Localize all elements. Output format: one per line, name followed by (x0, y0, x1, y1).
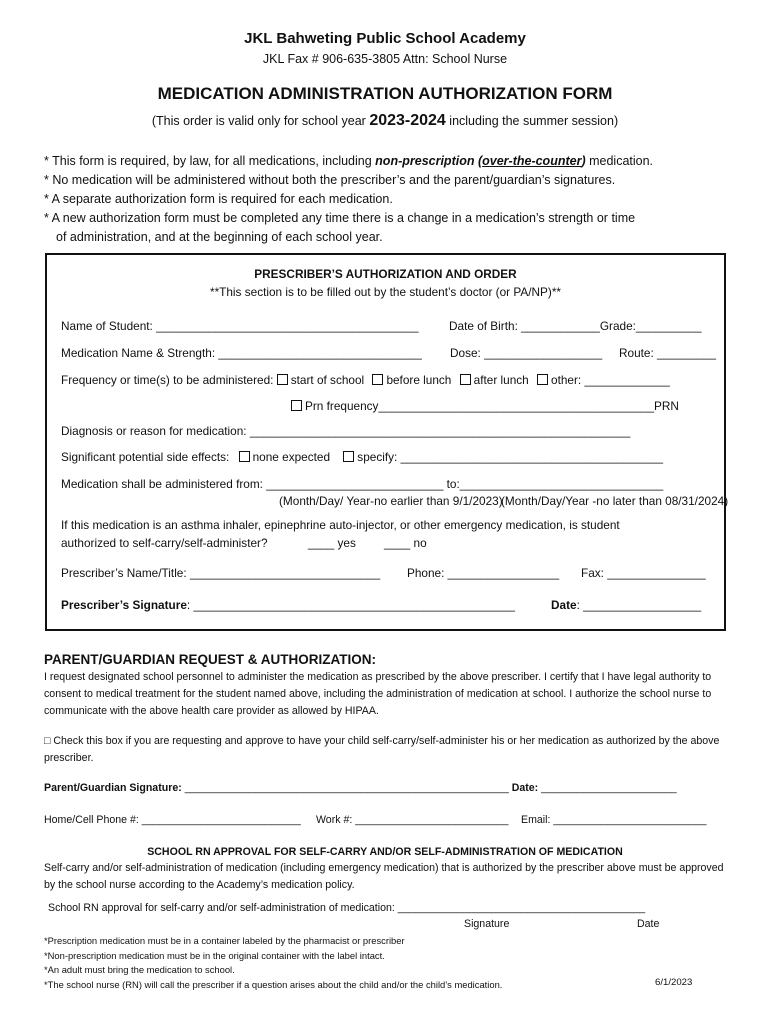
rule-1-pre: * This form is required, by law, for all medications, including (44, 154, 376, 168)
dates-field[interactable]: Medication shall be administered from: ___________________________ to:_______________________________ (61, 477, 664, 491)
parent-date-label: Date: (508, 782, 542, 794)
rn-date-caption: Date (637, 918, 660, 930)
prescriber-fax-field[interactable]: Fax: _______________ (581, 566, 706, 580)
prescriber-date-line[interactable]: : __________________ (576, 598, 702, 612)
rule-1 (44, 152, 744, 171)
parent-date-line[interactable]: _______________________ (541, 782, 677, 794)
diagnosis-field[interactable]: Diagnosis or reason for medication: __________________________________________________________ (61, 424, 631, 438)
parent-signature-line[interactable]: _______________________________________________________ (184, 782, 509, 794)
selfcarry-question-2: authorized to self-carry/self-administer? (61, 536, 268, 550)
work-phone-field[interactable]: Work #: __________________________ (316, 814, 509, 826)
parent-signature-label: Parent/Guardian Signature: (44, 782, 185, 794)
frequency-row (61, 373, 670, 387)
rule-4a: * A new authorization form must be completed any time there is a change in a medication’s strength or time (44, 211, 636, 225)
prescriber-signature-line[interactable]: : _________________________________________________ (186, 598, 515, 612)
prescriber-section (45, 253, 729, 631)
prescriber-date-row[interactable] (551, 598, 701, 612)
footer-note-4: *The school nurse (RN) will call the prescriber if a question arises about the child and/or the child’s medication. (44, 978, 503, 990)
validity-note (0, 112, 770, 130)
school-name: JKL Bahweting Public School Academy (244, 30, 526, 47)
email-field[interactable]: Email: __________________________ (521, 814, 707, 826)
dose-field[interactable]: Dose: __________________ (450, 346, 603, 360)
checkbox-after-lunch[interactable] (460, 374, 471, 385)
side-option-2[interactable]: specify: ________________________________________ (357, 450, 664, 464)
parent-signature-row[interactable] (44, 782, 677, 794)
school-year: 2023-2024 (369, 112, 446, 129)
date-hint-end: (Month/Day/Year -no later than 08/31/2024) (501, 494, 729, 508)
freq-option-3: after lunch (473, 373, 529, 387)
side-option-1: none expected (252, 450, 331, 464)
rule-2: * No medication will be administered without both the prescriber’s and the parent/guardian’s signatures. (44, 173, 616, 187)
date-hint-start: (Month/Day/ Year-no earlier than 9/1/2023) (279, 494, 503, 508)
footer-note-3: *An adult must bring the medication to school. (44, 964, 235, 975)
freq-option-4[interactable]: other: _____________ (551, 373, 670, 387)
freq-option-2: before lunch (386, 373, 452, 387)
selfcarry-question-1: If this medication is an asthma inhaler, epinephrine auto-injector, or other emergency medication, is student (61, 518, 620, 532)
footer-notes (44, 934, 744, 992)
checkbox-before-lunch[interactable] (372, 374, 383, 385)
prescriber-date-label: Date (551, 598, 577, 612)
validity-post: including the summer session) (445, 114, 619, 128)
prn-field[interactable]: Prn frequency__________________________________________PRN (305, 399, 679, 413)
rules-list (44, 152, 744, 247)
dob-grade-field[interactable]: Date of Birth: ____________Grade:__________ (449, 319, 702, 333)
rule-1-post: medication. (585, 154, 654, 168)
prescriber-name-field[interactable]: Prescriber’s Name/Title: _____________________________ (61, 566, 381, 580)
validity-pre: (This order is valid only for school year (151, 114, 370, 128)
checkbox-start-of-school[interactable] (277, 374, 288, 385)
selfcarry-yes[interactable]: ____ yes (308, 536, 356, 550)
prescriber-phone-field[interactable]: Phone: _________________ (407, 566, 560, 580)
rule-3: * A separate authorization form is required for each medication. (44, 192, 393, 206)
checkbox-prn[interactable] (291, 400, 302, 411)
rn-policy-text: Self-carry and/or self-administration of medication (including emergency medication) that is authorized by the prescriber above must be approved by the school nurse according to the Academy’s medication policy. (44, 862, 724, 891)
side-effects-row (61, 450, 663, 464)
parent-authorization-text: I request designated school personnel to administer the medication as prescribed by the above prescriber. I certify that I have legal authority to consent to medical treatment for the student named above, including the administration of medication at school. I authorize the school nurse to communicate with the above health care provider as allowed by HIPAA. (44, 671, 712, 717)
rn-heading: SCHOOL RN APPROVAL FOR SELF-CARRY AND/OR SELF-ADMINISTRATION OF MEDICATION (147, 846, 623, 858)
form-title: MEDICATION ADMINISTRATION AUTHORIZATION FORM (157, 84, 613, 103)
medication-name-field[interactable]: Medication Name & Strength: _______________________________ (61, 346, 422, 360)
rn-signature-caption: Signature (464, 918, 510, 930)
prescriber-heading: PRESCRIBER’S AUTHORIZATION AND ORDER (254, 267, 517, 281)
prescriber-signature-label: Prescriber’s Signature (61, 598, 187, 612)
rule-1-em1: non-prescription ( (375, 154, 483, 168)
selfcarry-no[interactable]: ____ no (384, 536, 427, 550)
rn-approval-field[interactable]: School RN approval for self-carry and/or self-administration of medication: __________________________________________ (48, 902, 646, 914)
checkbox-other[interactable] (537, 374, 548, 385)
checkbox-none-expected[interactable] (239, 451, 250, 462)
frequency-label: Frequency or time(s) to be administered: (61, 373, 274, 387)
prn-row (291, 399, 679, 413)
form-version-date: 6/1/2023 (655, 977, 693, 988)
parent-heading: PARENT/GUARDIAN REQUEST & AUTHORIZATION: (44, 652, 376, 667)
route-field[interactable]: Route: _________ (619, 346, 717, 360)
freq-option-1: start of school (290, 373, 365, 387)
rule-4b: of administration, and at the beginning of each school year. (56, 230, 383, 244)
fax-line: JKL Fax # 906-635-3805 Attn: School Nurse (262, 52, 508, 66)
footer-note-1: *Prescription medication must be in a container labeled by the pharmacist or prescriber (44, 935, 405, 946)
selfcarry-checkbox-text[interactable]: □ Check this box if you are requesting and approve to have your child self-carry/self-administer his or her medication as authorized by the above prescriber. (44, 735, 720, 764)
rule-1-em2: over-the-counter (482, 154, 582, 168)
side-effects-label: Significant potential side effects: (61, 450, 230, 464)
prescriber-signature-row[interactable] (61, 598, 515, 612)
prescriber-subheading: **This section is to be filled out by the student’s doctor (or PA/NP)** (209, 285, 562, 299)
home-phone-field[interactable]: Home/Cell Phone #: ___________________________ (44, 814, 301, 826)
checkbox-specify[interactable] (343, 451, 354, 462)
student-name-field[interactable]: Name of Student: ________________________________________ (61, 319, 419, 333)
footer-note-2: *Non-prescription medication must be in the original container with the label intact. (44, 949, 385, 961)
rule-1-em3: ) (581, 154, 586, 168)
